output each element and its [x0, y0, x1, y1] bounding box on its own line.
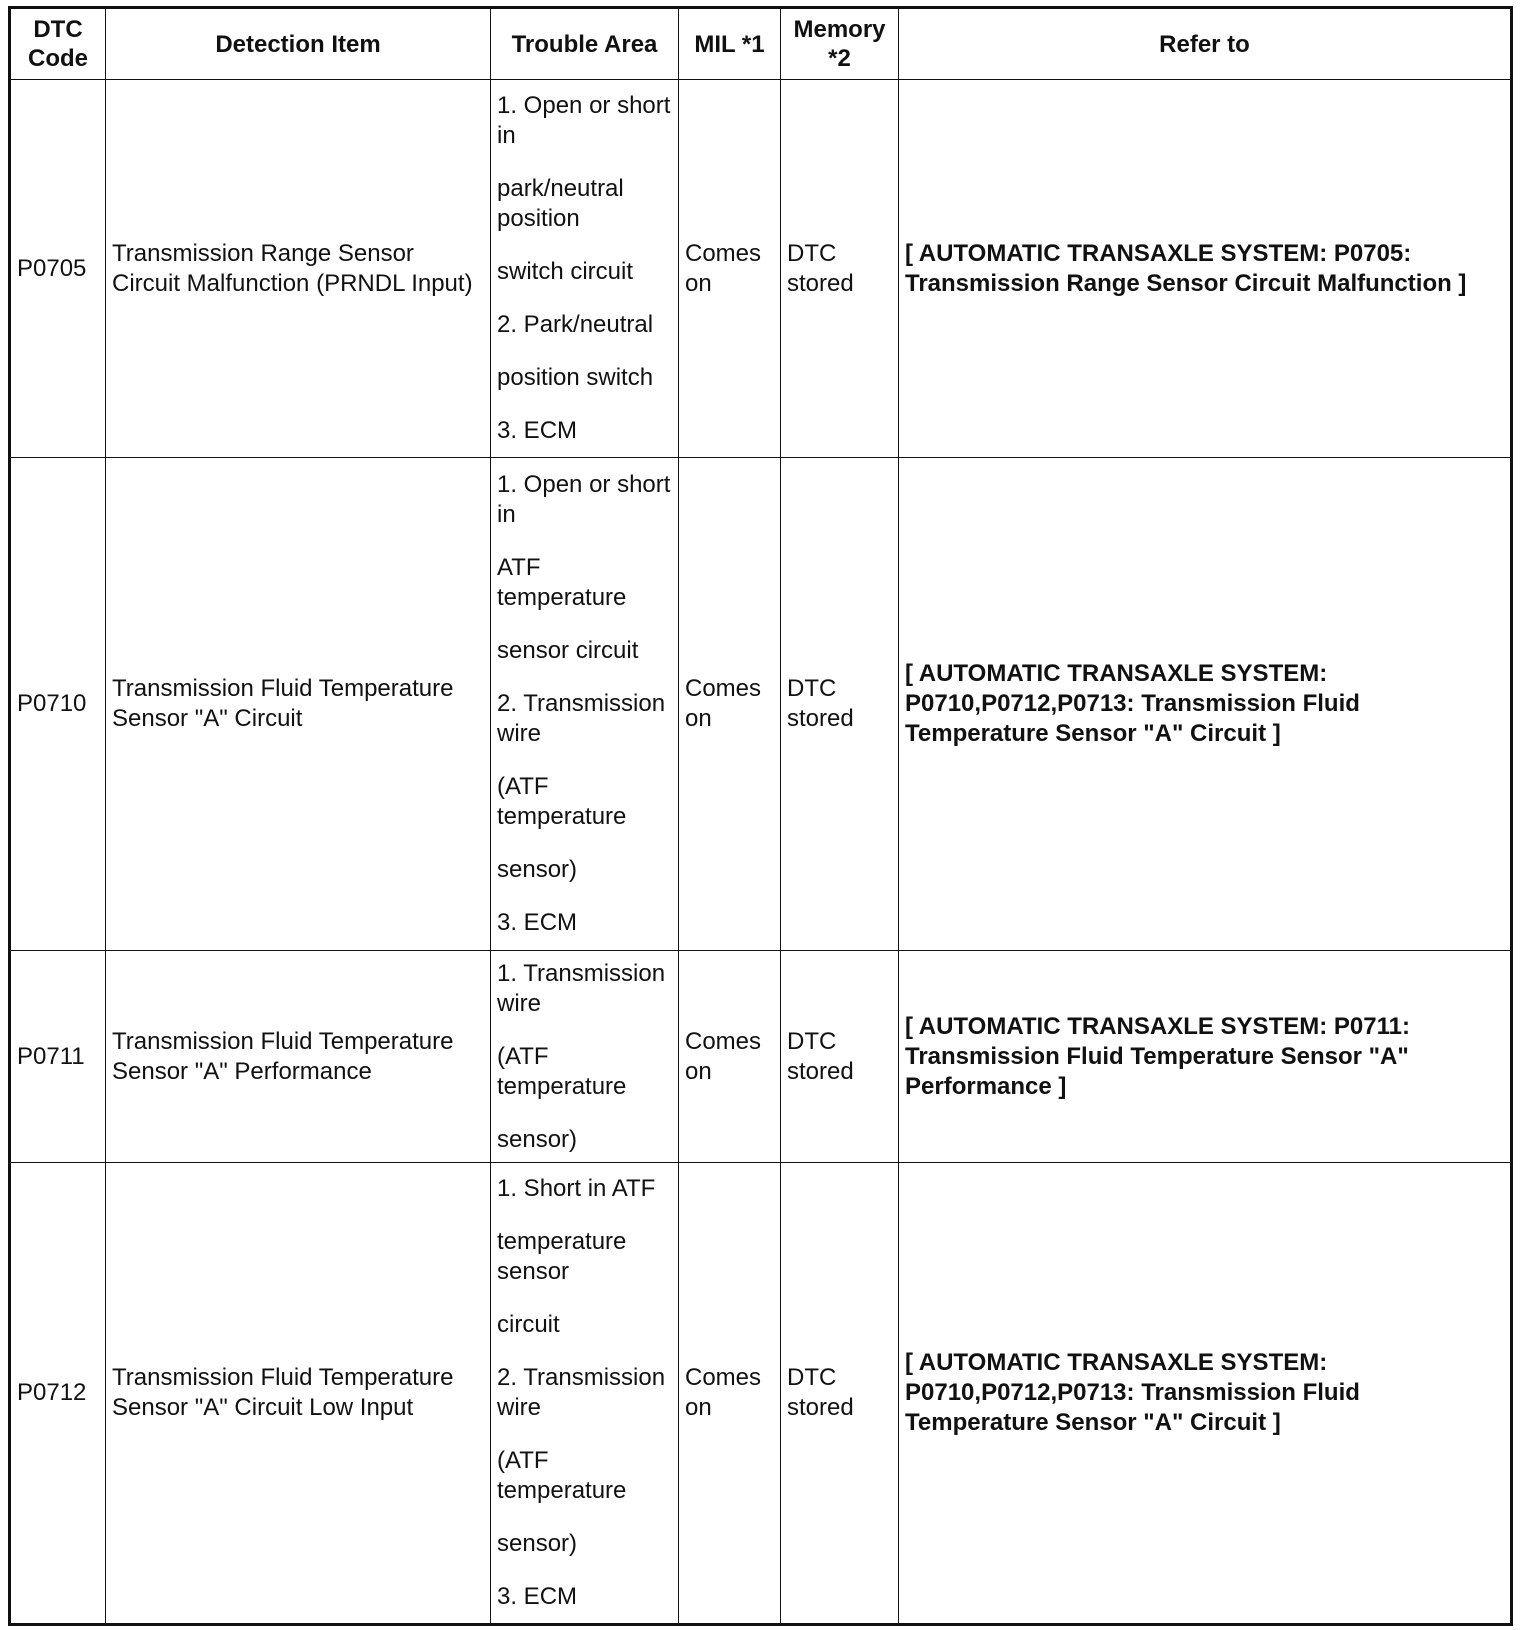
trouble-area-line: sensor circuit [497, 637, 639, 664]
trouble-area-line: 2. Park/neutral [497, 311, 654, 338]
table-row [10, 80, 1512, 458]
trouble-area-line: 2. Transmission wire [497, 690, 666, 747]
trouble-area-line: 1. Open or short in [497, 471, 671, 528]
table-row [10, 458, 1512, 951]
mil-cell: Comes on [679, 80, 781, 458]
dtc-code-cell: P0712 [10, 1163, 106, 1625]
trouble-area-cell [491, 951, 679, 1163]
trouble-area-line: 3. ECM [497, 909, 578, 936]
header-refer-to: Refer to [899, 8, 1512, 80]
header-detection-item: Detection Item [106, 8, 491, 80]
memory-cell: DTC stored [781, 458, 899, 951]
mil-cell: Comes on [679, 458, 781, 951]
trouble-area-line: 2. Transmission wire [497, 1364, 666, 1421]
refer-to-cell: [ AUTOMATIC TRANSAXLE SYSTEM: P0710,P0712,P0713: Transmission Fluid Temperature Sensor "A" Circuit ] [899, 1163, 1512, 1625]
header-row [10, 8, 1512, 80]
trouble-area-line: 1. Short in ATF [497, 1175, 656, 1202]
mil-cell: Comes on [679, 951, 781, 1163]
trouble-area-line: switch circuit [497, 258, 634, 285]
mil-cell: Comes on [679, 1163, 781, 1625]
trouble-area-line: (ATF temperature [497, 773, 627, 830]
dtc-code-cell: P0711 [10, 951, 106, 1163]
detection-item-cell: Transmission Fluid Temperature Sensor "A" Circuit Low Input [106, 1163, 491, 1625]
refer-to-cell: [ AUTOMATIC TRANSAXLE SYSTEM: P0705: Transmission Range Sensor Circuit Malfunction ] [899, 80, 1512, 458]
trouble-area-line: 1. Transmission wire [497, 959, 666, 1017]
table-row [10, 951, 1512, 1163]
detection-item-cell: Transmission Fluid Temperature Sensor "A" Performance [106, 951, 491, 1163]
trouble-area-line: 1. Open or short in [497, 92, 671, 149]
trouble-area-cell [491, 80, 679, 458]
trouble-area-cell [491, 1163, 679, 1625]
detection-item-cell: Transmission Fluid Temperature Sensor "A" Circuit [106, 458, 491, 951]
header-dtc-code: DTC Code [10, 8, 106, 80]
header-mil: MIL *1 [679, 8, 781, 80]
table-row [10, 1163, 1512, 1625]
trouble-area-cell [491, 458, 679, 951]
detection-item-cell: Transmission Range Sensor Circuit Malfunction (PRNDL Input) [106, 80, 491, 458]
trouble-area-line: (ATF temperature [497, 1447, 627, 1504]
trouble-area-line: sensor) [497, 1530, 578, 1557]
trouble-area-line: temperature sensor [497, 1228, 627, 1285]
table-body [10, 80, 1512, 1625]
memory-cell: DTC stored [781, 1163, 899, 1625]
header-memory: Memory *2 [781, 8, 899, 80]
memory-cell: DTC stored [781, 951, 899, 1163]
dtc-code-cell: P0710 [10, 458, 106, 951]
trouble-area-line: ATF temperature [497, 554, 627, 611]
trouble-area-line: circuit [497, 1311, 560, 1338]
dtc-code-cell: P0705 [10, 80, 106, 458]
trouble-area-line: park/neutral position [497, 175, 624, 232]
memory-cell: DTC stored [781, 80, 899, 458]
trouble-area-line: 3. ECM [497, 417, 578, 444]
refer-to-cell: [ AUTOMATIC TRANSAXLE SYSTEM: P0711: Transmission Fluid Temperature Sensor "A" Performance ] [899, 951, 1512, 1163]
header-trouble-area: Trouble Area [491, 8, 679, 80]
trouble-area-line: position switch [497, 364, 654, 391]
dtc-table [8, 6, 1513, 1626]
trouble-area-line: sensor) [497, 856, 578, 883]
refer-to-cell: [ AUTOMATIC TRANSAXLE SYSTEM: P0710,P0712,P0713: Transmission Fluid Temperature Sensor "A" Circuit ] [899, 458, 1512, 951]
trouble-area-line: (ATF temperature [497, 1042, 627, 1100]
trouble-area-line: sensor) [497, 1125, 578, 1153]
trouble-area-line: 3. ECM [497, 1583, 578, 1610]
